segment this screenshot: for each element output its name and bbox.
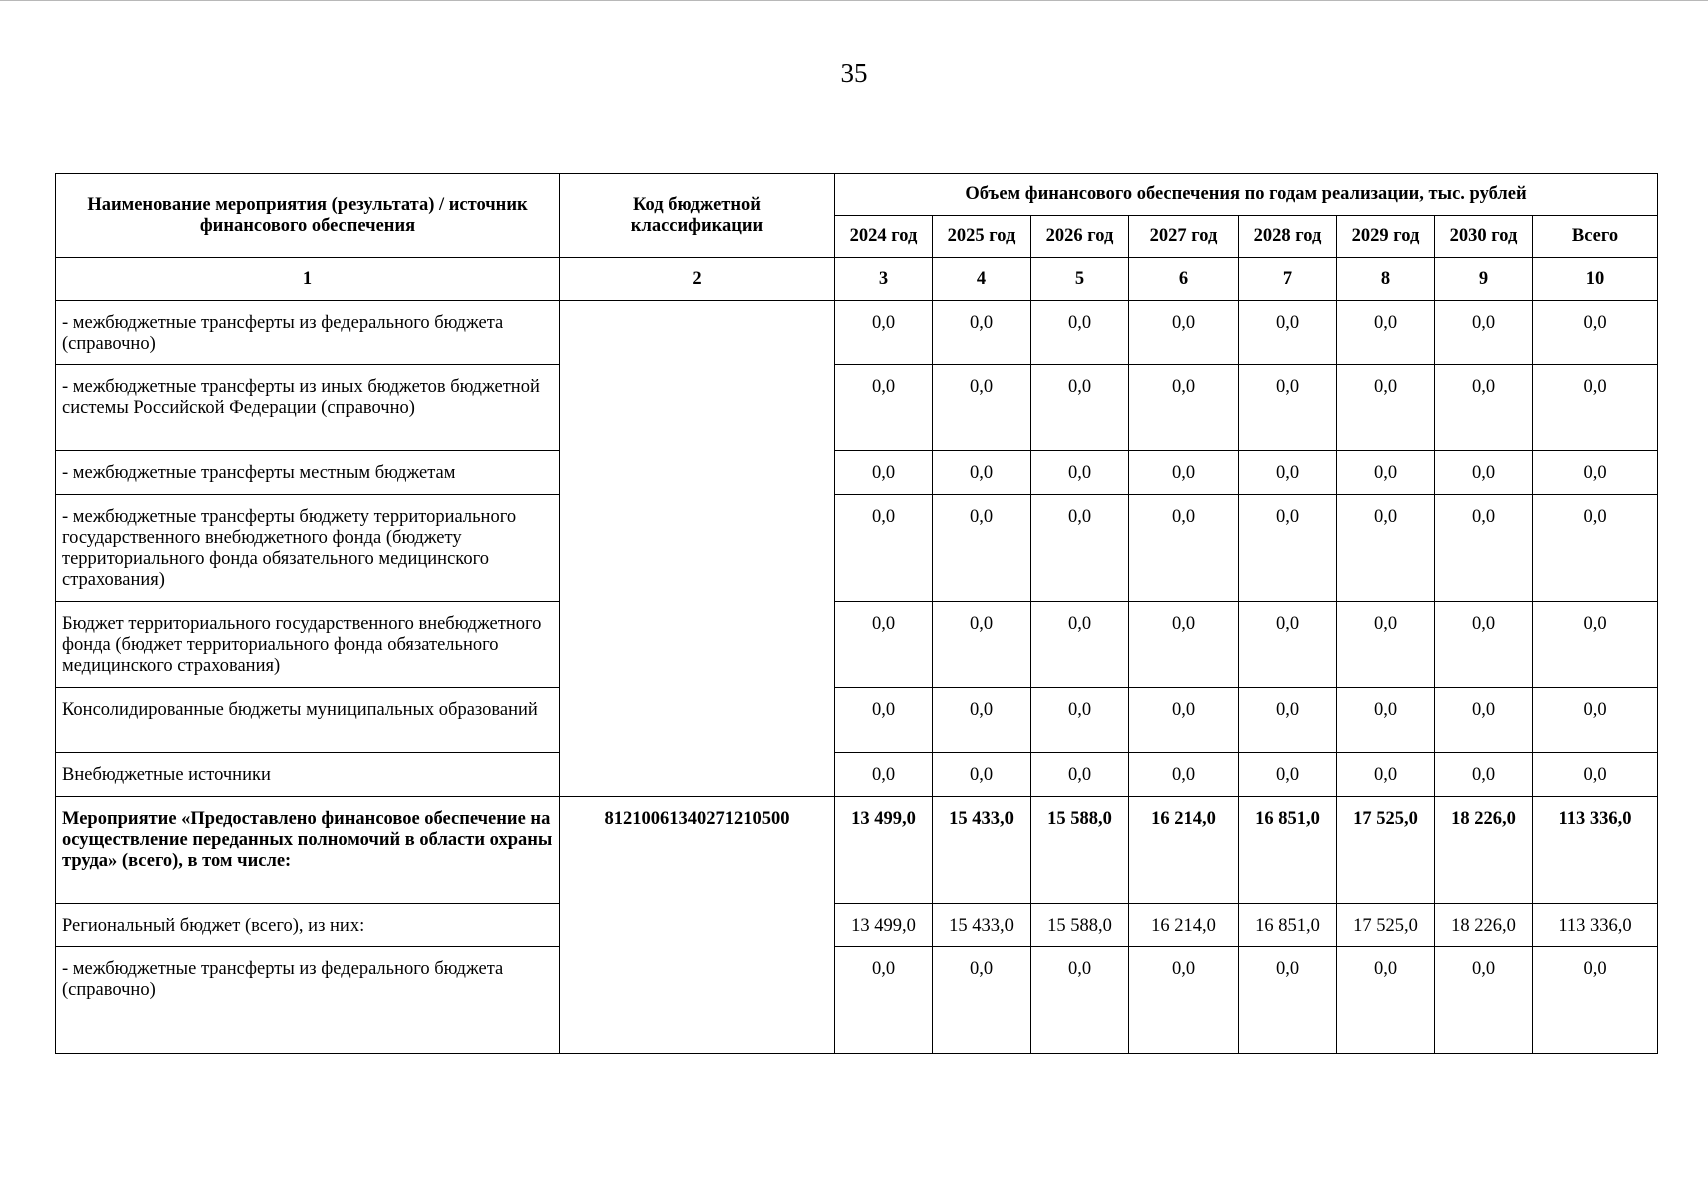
header-year: 2024 год bbox=[835, 216, 933, 258]
total-cell: 0,0 bbox=[1533, 495, 1658, 602]
total-cell: 0,0 bbox=[1533, 753, 1658, 797]
header-year: 2027 год bbox=[1129, 216, 1239, 258]
header-volume: Объем финансового обеспечения по годам реализации, тыс. рублей bbox=[835, 174, 1658, 216]
column-number: 6 bbox=[1129, 258, 1239, 301]
value-cell: 0,0 bbox=[1031, 451, 1129, 495]
value-cell: 0,0 bbox=[1337, 602, 1435, 688]
column-number: 5 bbox=[1031, 258, 1129, 301]
value-cell: 0,0 bbox=[835, 451, 933, 495]
value-cell: 0,0 bbox=[1239, 495, 1337, 602]
row-name: - межбюджетные трансферты бюджету территориального государственного внебюджетного фонда (бюджету территориального фонда обязательного медицинского страхования) bbox=[56, 495, 560, 602]
value-cell: 0,0 bbox=[1031, 688, 1129, 753]
value-cell: 0,0 bbox=[835, 688, 933, 753]
financing-table bbox=[55, 173, 1658, 1054]
value-cell: 0,0 bbox=[1435, 495, 1533, 602]
value-cell: 0,0 bbox=[1031, 301, 1129, 365]
column-number: 2 bbox=[560, 258, 835, 301]
value-cell: 0,0 bbox=[1435, 753, 1533, 797]
table-row bbox=[56, 904, 1658, 947]
value-cell: 0,0 bbox=[1435, 947, 1533, 1054]
column-number: 10 bbox=[1533, 258, 1658, 301]
total-cell: 0,0 bbox=[1533, 602, 1658, 688]
table-row bbox=[56, 365, 1658, 451]
value-cell: 0,0 bbox=[1239, 451, 1337, 495]
row-name: Региональный бюджет (всего), из них: bbox=[56, 904, 560, 947]
value-cell: 0,0 bbox=[1435, 451, 1533, 495]
row-name: Мероприятие «Предоставлено финансовое обеспечение на осуществление переданных полномочий в области охраны труда» (всего), в том числе: bbox=[56, 797, 560, 904]
table-row bbox=[56, 797, 1658, 904]
value-cell: 16 851,0 bbox=[1239, 797, 1337, 904]
table-row bbox=[56, 688, 1658, 753]
total-cell: 0,0 bbox=[1533, 688, 1658, 753]
value-cell: 18 226,0 bbox=[1435, 797, 1533, 904]
column-numbers-row bbox=[56, 258, 1658, 301]
table-row bbox=[56, 495, 1658, 602]
value-cell: 0,0 bbox=[1435, 688, 1533, 753]
value-cell: 0,0 bbox=[933, 301, 1031, 365]
value-cell: 0,0 bbox=[1129, 947, 1239, 1054]
value-cell: 0,0 bbox=[835, 753, 933, 797]
value-cell: 0,0 bbox=[1239, 753, 1337, 797]
value-cell: 0,0 bbox=[1129, 753, 1239, 797]
row-name: Бюджет территориального государственного внебюджетного фонда (бюджет территориального фонда обязательного медицинского страхования) bbox=[56, 602, 560, 688]
value-cell: 0,0 bbox=[835, 602, 933, 688]
value-cell: 15 588,0 bbox=[1031, 797, 1129, 904]
table-row bbox=[56, 947, 1658, 1054]
value-cell: 0,0 bbox=[1239, 947, 1337, 1054]
value-cell: 17 525,0 bbox=[1337, 797, 1435, 904]
value-cell: 0,0 bbox=[1031, 947, 1129, 1054]
header-code: Код бюджетной классификации bbox=[560, 174, 835, 258]
total-cell: 113 336,0 bbox=[1533, 904, 1658, 947]
column-number: 4 bbox=[933, 258, 1031, 301]
value-cell: 0,0 bbox=[835, 947, 933, 1054]
value-cell: 0,0 bbox=[933, 753, 1031, 797]
value-cell: 16 214,0 bbox=[1129, 904, 1239, 947]
value-cell: 17 525,0 bbox=[1337, 904, 1435, 947]
value-cell: 0,0 bbox=[933, 495, 1031, 602]
value-cell: 0,0 bbox=[835, 365, 933, 451]
header-year: 2026 год bbox=[1031, 216, 1129, 258]
total-cell: 0,0 bbox=[1533, 947, 1658, 1054]
row-name: Консолидированные бюджеты муниципальных образований bbox=[56, 688, 560, 753]
value-cell: 0,0 bbox=[1129, 602, 1239, 688]
budget-code: 81210061340271210500 bbox=[560, 797, 835, 1054]
header-name: Наименование мероприятия (результата) / источник финансового обеспечения bbox=[56, 174, 560, 258]
value-cell: 0,0 bbox=[1239, 602, 1337, 688]
top-border-line bbox=[0, 0, 1708, 1]
value-cell: 0,0 bbox=[1435, 602, 1533, 688]
value-cell: 0,0 bbox=[1129, 301, 1239, 365]
value-cell: 13 499,0 bbox=[835, 904, 933, 947]
table-row bbox=[56, 301, 1658, 365]
value-cell: 15 433,0 bbox=[933, 797, 1031, 904]
value-cell: 0,0 bbox=[1031, 495, 1129, 602]
header-total: Всего bbox=[1533, 216, 1658, 258]
column-number: 8 bbox=[1337, 258, 1435, 301]
value-cell: 15 588,0 bbox=[1031, 904, 1129, 947]
header-year: 2030 год bbox=[1435, 216, 1533, 258]
value-cell: 0,0 bbox=[933, 451, 1031, 495]
value-cell: 0,0 bbox=[1337, 451, 1435, 495]
header-row bbox=[56, 174, 1658, 216]
value-cell: 0,0 bbox=[835, 495, 933, 602]
value-cell: 0,0 bbox=[1337, 753, 1435, 797]
value-cell: 0,0 bbox=[1435, 365, 1533, 451]
row-name: - межбюджетные трансферты из федерального бюджета (справочно) bbox=[56, 301, 560, 365]
total-cell: 0,0 bbox=[1533, 301, 1658, 365]
value-cell: 0,0 bbox=[1239, 301, 1337, 365]
value-cell: 0,0 bbox=[1337, 947, 1435, 1054]
value-cell: 0,0 bbox=[835, 301, 933, 365]
header-year: 2025 год bbox=[933, 216, 1031, 258]
value-cell: 0,0 bbox=[933, 602, 1031, 688]
value-cell: 0,0 bbox=[1129, 365, 1239, 451]
value-cell: 0,0 bbox=[933, 688, 1031, 753]
value-cell: 0,0 bbox=[933, 947, 1031, 1054]
total-cell: 0,0 bbox=[1533, 365, 1658, 451]
value-cell: 0,0 bbox=[1031, 365, 1129, 451]
value-cell: 16 851,0 bbox=[1239, 904, 1337, 947]
column-number: 9 bbox=[1435, 258, 1533, 301]
table-row bbox=[56, 602, 1658, 688]
column-number: 1 bbox=[56, 258, 560, 301]
value-cell: 0,0 bbox=[1031, 753, 1129, 797]
total-cell: 113 336,0 bbox=[1533, 797, 1658, 904]
total-cell: 0,0 bbox=[1533, 451, 1658, 495]
header-year: 2028 год bbox=[1239, 216, 1337, 258]
row-name: Внебюджетные источники bbox=[56, 753, 560, 797]
value-cell: 0,0 bbox=[1337, 688, 1435, 753]
row-name: - межбюджетные трансферты местным бюджетам bbox=[56, 451, 560, 495]
value-cell: 0,0 bbox=[1337, 495, 1435, 602]
value-cell: 0,0 bbox=[1337, 365, 1435, 451]
value-cell: 0,0 bbox=[1435, 301, 1533, 365]
value-cell: 18 226,0 bbox=[1435, 904, 1533, 947]
value-cell: 15 433,0 bbox=[933, 904, 1031, 947]
value-cell: 0,0 bbox=[1239, 688, 1337, 753]
value-cell: 0,0 bbox=[1129, 451, 1239, 495]
table-row bbox=[56, 451, 1658, 495]
row-name: - межбюджетные трансферты из федерального бюджета (справочно) bbox=[56, 947, 560, 1054]
column-number: 3 bbox=[835, 258, 933, 301]
column-number: 7 bbox=[1239, 258, 1337, 301]
value-cell: 0,0 bbox=[1239, 365, 1337, 451]
row-name: - межбюджетные трансферты из иных бюджетов бюджетной системы Российской Федерации (справочно) bbox=[56, 365, 560, 451]
value-cell: 0,0 bbox=[1031, 602, 1129, 688]
value-cell: 16 214,0 bbox=[1129, 797, 1239, 904]
value-cell: 0,0 bbox=[1129, 495, 1239, 602]
value-cell: 0,0 bbox=[1129, 688, 1239, 753]
page-number: 35 bbox=[840, 58, 868, 88]
code-cell-empty bbox=[560, 301, 835, 797]
value-cell: 0,0 bbox=[1337, 301, 1435, 365]
value-cell: 0,0 bbox=[933, 365, 1031, 451]
table-row bbox=[56, 753, 1658, 797]
value-cell: 13 499,0 bbox=[835, 797, 933, 904]
header-year: 2029 год bbox=[1337, 216, 1435, 258]
